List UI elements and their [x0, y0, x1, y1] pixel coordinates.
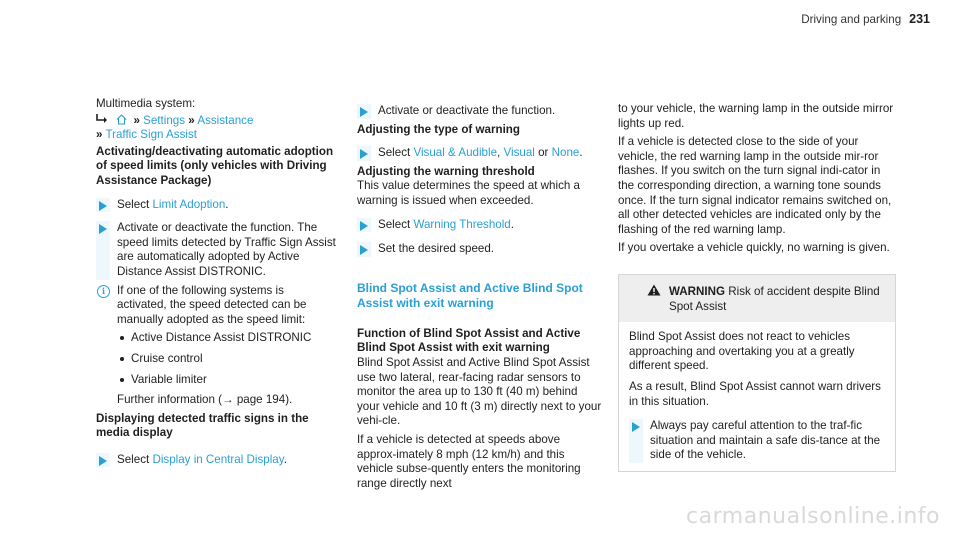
- step-select-threshold: Select Warning Threshold.: [357, 218, 602, 233]
- warning-lamp-text: to your vehicle, the warning lamp in the outside mirror lights up red.: [618, 102, 894, 130]
- column-1: [96, 97, 336, 467]
- info-icon: i: [97, 285, 110, 298]
- heading-display-traffic-signs: Displaying detected traffic signs in the media display: [96, 411, 309, 440]
- section-blind-spot-assist: Blind Spot Assist and Active Blind Spot Assist with exit warning: [357, 280, 583, 310]
- page-number: 231: [909, 12, 930, 26]
- menu-assistance-link[interactable]: Assistance: [197, 113, 254, 127]
- menu-traffic-sign-assist-link[interactable]: Traffic Sign Assist: [105, 128, 197, 142]
- warning-body: [619, 322, 895, 471]
- page-header: [801, 12, 930, 28]
- heading-automatic-adoption: Activating/deactivating automatic adoption of speed limits (only vehicles with Driving Assistance Package): [96, 144, 334, 187]
- section-title: Driving and parking: [801, 13, 902, 26]
- overtake-text: If you overtake a vehicle quickly, no warning is given.: [618, 241, 890, 255]
- step-arrow-icon: [357, 218, 371, 233]
- warning-box: [618, 274, 896, 472]
- step-arrow-icon: [357, 242, 371, 257]
- warning-label: WARNING: [669, 284, 726, 298]
- list-item: Active Distance Assist DISTRONIC: [117, 331, 336, 346]
- step-activate-function: Activate or deactivate the function. The speed limits detected by Traffic Sign Assist are automatically adopted by Active Distance Assist DISTRONIC.: [96, 221, 336, 279]
- step-select-limit-adoption: Select Limit Adoption.: [96, 198, 336, 213]
- list-item: Cruise control: [117, 352, 336, 367]
- intro-text: Multimedia system:: [96, 97, 196, 110]
- none-link[interactable]: None: [551, 146, 580, 160]
- list-item: Variable limiter: [117, 373, 336, 388]
- warning-step: Always pay careful attention to the traf-fic situation and maintain a safe dis-tance at the side of the vehicle.: [629, 419, 885, 463]
- step-select-warning-type: Select Visual & Audible, Visual or None.: [357, 146, 602, 161]
- step-activate-function-2: Activate or deactivate the function.: [357, 104, 602, 119]
- blind-spot-detection: If a vehicle is detected at speeds above approx-imately 8 mph (12 km/h) and this vehicle subse-quently enters the monitoring range directly next: [357, 432, 581, 490]
- visual-link[interactable]: Visual: [503, 146, 535, 160]
- menu-settings-link[interactable]: Settings: [143, 113, 186, 127]
- warning-threshold-link[interactable]: Warning Threshold: [413, 217, 511, 231]
- watermark: carmanualsonline.info: [686, 504, 940, 530]
- step-arrow-icon: [357, 104, 371, 119]
- display-in-central-display-link[interactable]: Display in Central Display: [152, 452, 284, 466]
- path-separator-icon: »: [133, 113, 140, 127]
- info-note: i If one of the following systems is activated, the speed detected can be manually adopted as the speed limit: Active Distance Assist DISTRONIC Cruise control Variable limiter Further information (→ page 194).: [96, 284, 336, 408]
- step-arrow-icon: [96, 198, 110, 213]
- step-arrow-icon: [96, 221, 110, 279]
- menu-path: [96, 114, 336, 143]
- column-2: [357, 97, 602, 491]
- heading-warning-threshold: Adjusting the warning threshold: [357, 164, 535, 178]
- threshold-description: This value determines the speed at which a warning is issued when exceeded.: [357, 179, 580, 207]
- path-separator-icon: »: [188, 113, 195, 127]
- heading-warning-type: Adjusting the type of warning: [357, 122, 520, 136]
- home-icon[interactable]: [116, 114, 127, 125]
- warning-text-1: Blind Spot Assist does not react to vehicles approaching and overtaking you at a greatly different speed.: [629, 330, 855, 373]
- return-arrow-icon: [96, 114, 110, 129]
- step-arrow-icon: [357, 146, 371, 161]
- warning-text-2: As a result, Blind Spot Assist cannot warn drivers in this situation.: [629, 379, 881, 408]
- step-set-speed: Set the desired speed.: [357, 242, 602, 257]
- heading-function-blind-spot: Function of Blind Spot Assist and Active Blind Spot Assist with exit warning: [357, 326, 581, 355]
- systems-list: [117, 331, 336, 387]
- warning-triangle-icon: [647, 284, 661, 296]
- warning-title-line2: Spot Assist: [669, 299, 727, 313]
- step-arrow-icon: [629, 419, 643, 463]
- warning-header: [619, 275, 895, 322]
- warning-title: Risk of accident despite Blind: [725, 284, 880, 298]
- limit-adoption-link[interactable]: Limit Adoption: [152, 197, 226, 211]
- column-3: [618, 102, 896, 472]
- flashing-lamp-text: If a vehicle is detected close to the side of your vehicle, the red warning lamp in the outside mir-ror flashes. If you switch on the turn signal indi-cator in the corresponding direction, a warning tone sounds once. If the turn signal indicator remains switched on, all other detected vehicles are indicated only by the flashing of the red warning lamp.: [618, 135, 892, 236]
- visual-audible-link[interactable]: Visual & Audible: [413, 146, 498, 160]
- path-separator-icon: »: [96, 128, 103, 142]
- step-select-display: Select Display in Central Display.: [96, 453, 336, 468]
- further-info: Further information (→ page 194).: [117, 393, 293, 407]
- step-arrow-icon: [96, 453, 110, 468]
- blind-spot-description: Blind Spot Assist and Active Blind Spot Assist use two lateral, rear-facing radar sensors to monitor the area up to 130 ft (40 m) behind your vehicle and 10 ft (3 m) directly next to your vehi-cle.: [357, 355, 602, 428]
